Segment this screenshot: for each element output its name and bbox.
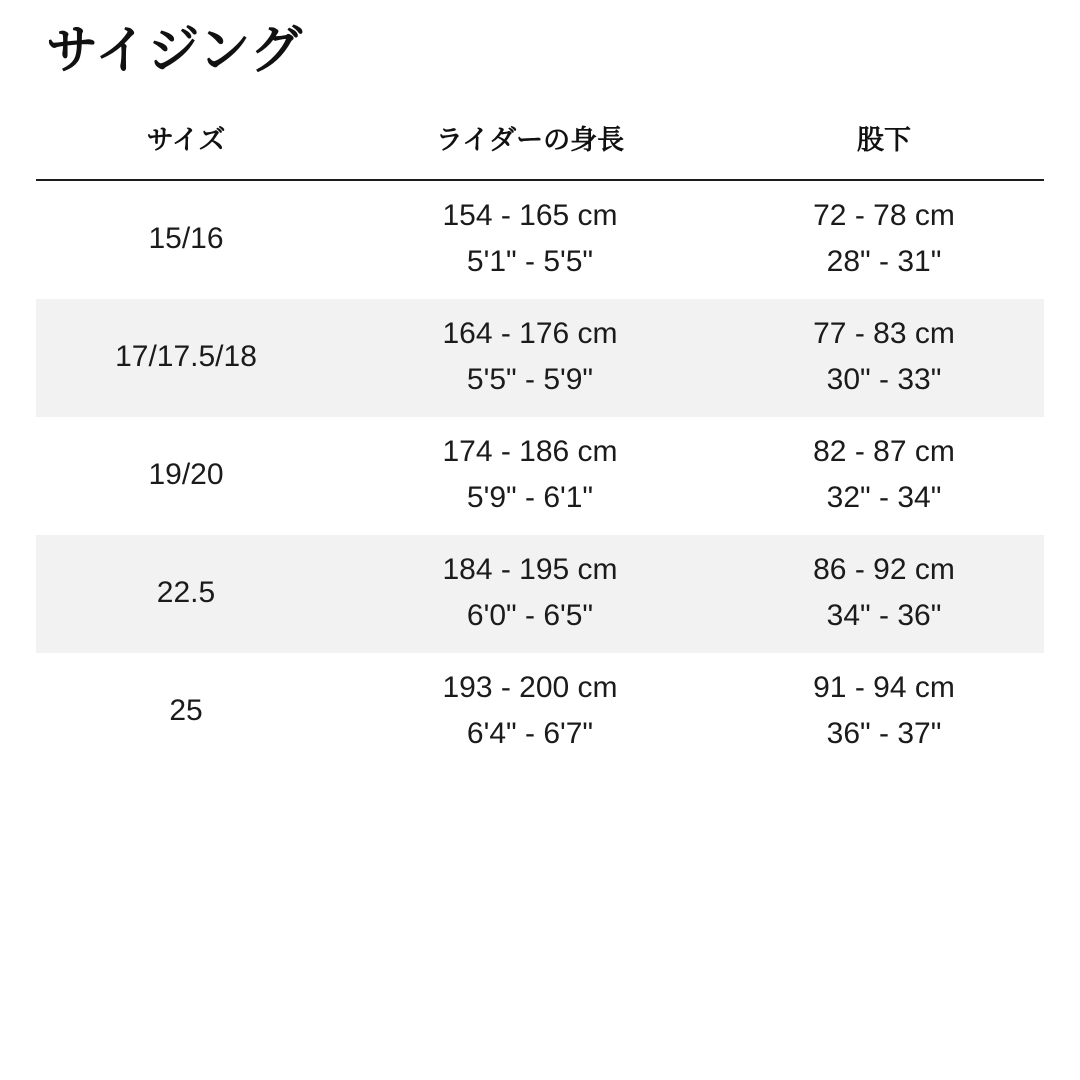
inseam-cm: 72 - 78 cm [813,199,955,233]
cell-rider-height [336,535,724,653]
cell-rider-height [336,417,724,535]
cell-rider-height [336,180,724,299]
table-row [36,417,1044,535]
cell-size: 15/16 [148,222,224,256]
cell-size: 19/20 [148,458,224,492]
rider-height-cm: 174 - 186 cm [442,435,618,469]
cell-size: 17/17.5/18 [36,299,336,417]
column-header-inseam: 股下 [724,108,1044,180]
rider-height-in: 6'4" - 6'7" [466,717,594,751]
rider-height-in: 6'0" - 6'5" [466,599,594,633]
table-row [36,535,1044,653]
rider-height-in: 5'1" - 5'5" [466,245,594,279]
rider-height-cm: 164 - 176 cm [442,317,618,351]
cell-rider-height [336,299,724,417]
column-header-size: サイズ [36,108,336,180]
rider-height-cm: 184 - 195 cm [442,553,618,587]
table-header-row [36,108,1044,180]
inseam-cm: 91 - 94 cm [813,671,955,705]
inseam-in: 28" - 31" [826,245,942,279]
table-body [36,180,1044,771]
cell-inseam [724,180,1044,299]
inseam-in: 30" - 33" [826,363,942,397]
sizing-table [36,108,1044,771]
table-row [36,653,1044,771]
cell-inseam [724,653,1044,771]
cell-size: 25 [169,694,203,728]
rider-height-cm: 154 - 165 cm [442,199,618,233]
inseam-in: 34" - 36" [826,599,942,633]
rider-height-in: 5'5" - 5'9" [466,363,594,397]
inseam-in: 36" - 37" [826,717,942,751]
inseam-in: 32" - 34" [826,481,942,515]
inseam-cm: 82 - 87 cm [813,435,955,469]
inseam-cm: 77 - 83 cm [813,317,955,351]
rider-height-cm: 193 - 200 cm [442,671,618,705]
column-header-rider-height: ライダーの身長 [336,108,724,180]
page-title: サイジング [46,22,303,80]
cell-inseam [724,299,1044,417]
table-row [36,299,1044,417]
table-row [36,180,1044,299]
cell-inseam [724,535,1044,653]
inseam-cm: 86 - 92 cm [813,553,955,587]
cell-inseam [724,417,1044,535]
table-header [36,108,1044,180]
rider-height-in: 5'9" - 6'1" [466,481,594,515]
cell-rider-height [336,653,724,771]
cell-size: 22.5 [36,535,336,653]
